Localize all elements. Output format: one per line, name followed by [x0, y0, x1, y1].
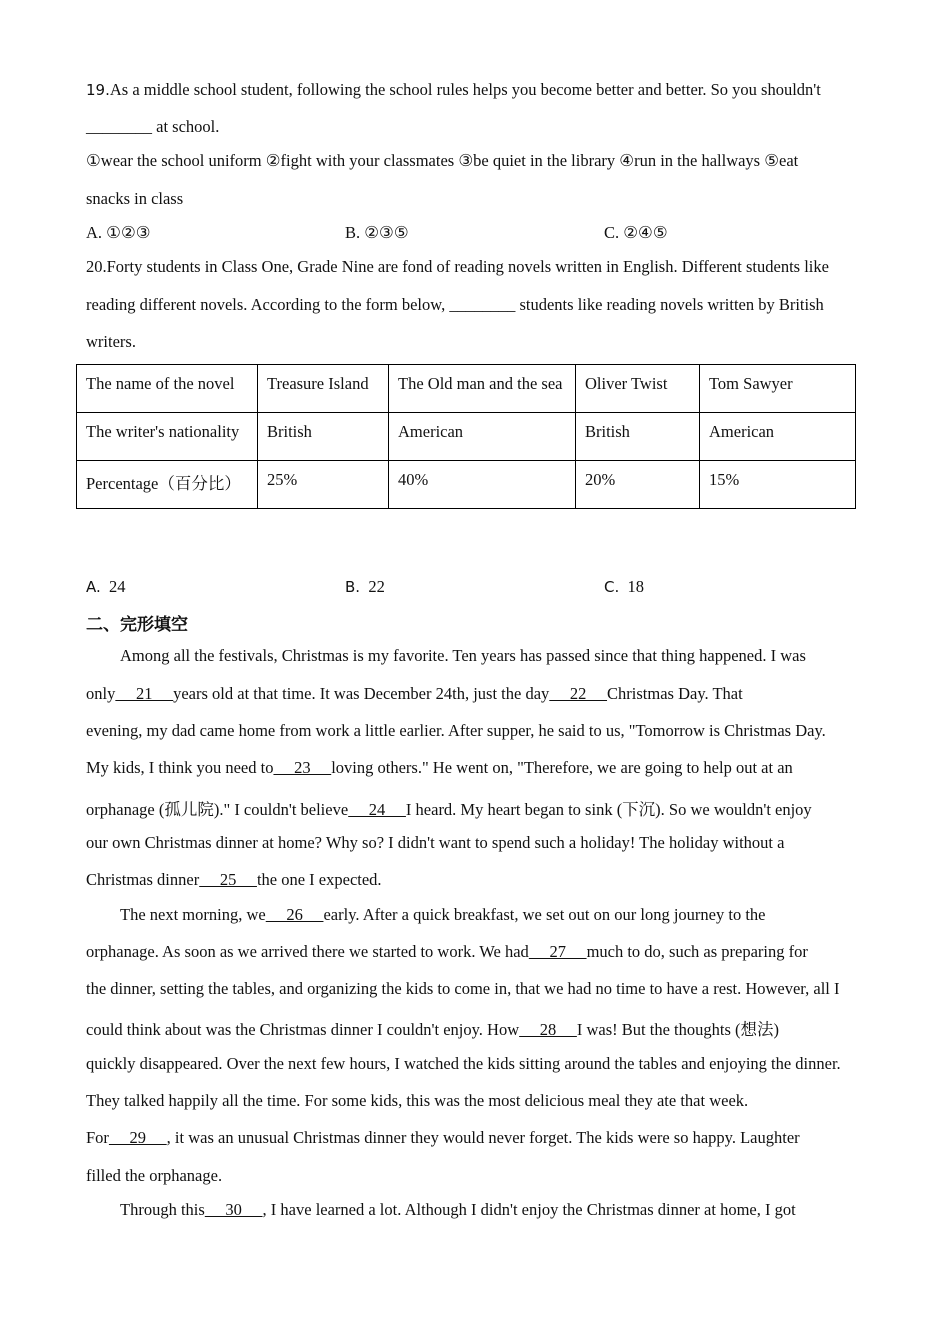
- novel-table: [76, 364, 856, 509]
- table-cell: Treasure Island: [258, 365, 389, 413]
- passage-text: , it was an unusual Christmas dinner they would never forget. The kids were so happy. Laughter: [166, 1128, 800, 1147]
- passage-line: evening, my dad came home from work a little earlier. After supper, he said to us, "Tomorrow is Christmas Day.: [86, 721, 826, 740]
- passage-line: They talked happily all the time. For some kids, this was the most delicious meal they ate that week.: [86, 1091, 749, 1110]
- passage-text: For: [86, 1128, 109, 1147]
- blank-30[interactable]: 30: [204, 1200, 263, 1219]
- passage-text: the one I expected.: [256, 870, 382, 889]
- passage-line: [120, 905, 765, 925]
- table-cell: 15%: [700, 461, 856, 509]
- q19-number: 19.: [86, 81, 110, 99]
- passage-text: loving others." He went on, "Therefore, we are going to help out at an: [331, 758, 793, 777]
- option-letter: A.: [86, 578, 101, 596]
- passage-text: I was! But the thoughts (想法): [576, 1020, 779, 1039]
- table-cell: Tom Sawyer: [700, 365, 856, 413]
- passage-line: [86, 1016, 779, 1040]
- passage-line: filled the orphanage.: [86, 1166, 223, 1185]
- passage-text: My kids, I think you need to: [86, 758, 274, 777]
- q20-option-b[interactable]: [345, 577, 385, 597]
- blank-27[interactable]: 27: [528, 942, 587, 961]
- table-cell: 20%: [576, 461, 700, 509]
- q20-stem-line-1: 20.Forty students in Class One, Grade Nine are fond of reading novels written in English. Different students like: [86, 257, 829, 276]
- passage-line: [86, 796, 812, 820]
- option-value: 18: [627, 577, 644, 596]
- section-heading: 二、完形填空: [86, 615, 188, 635]
- passage-text: orphanage. As soon as we arrived there we started to work. We had: [86, 942, 529, 961]
- passage-text: orphanage (孤儿院)." I couldn't believe: [86, 800, 349, 819]
- option-value: 22: [368, 577, 385, 596]
- q20-stem-line-3: writers.: [86, 332, 136, 351]
- passage-text: The next morning, we: [120, 905, 266, 924]
- table-cell: American: [700, 413, 856, 461]
- table-cell: The name of the novel: [77, 365, 258, 413]
- q19-choices-line-2: snacks in class: [86, 189, 184, 208]
- passage-text: Christmas dinner: [86, 870, 200, 889]
- table-row: [77, 413, 856, 461]
- blank-24[interactable]: 24: [348, 800, 406, 819]
- q20-option-c[interactable]: [604, 577, 644, 597]
- passage-text: Through this: [120, 1200, 205, 1219]
- option-letter: B.: [345, 578, 361, 596]
- passage-line: [86, 758, 793, 778]
- q19-stem-line-1: [86, 80, 821, 100]
- q19-choices-line-1: ①wear the school uniform ②fight with your classmates ③be quiet in the library ④run in the hallways ⑤eat: [86, 151, 799, 170]
- blank-25[interactable]: 25: [199, 870, 257, 889]
- option-value: 24: [109, 577, 126, 596]
- q19-option-b[interactable]: B. ②③⑤: [345, 223, 409, 242]
- table-cell: Percentage（百分比）: [77, 461, 258, 509]
- table-cell: 25%: [258, 461, 389, 509]
- table-row: [77, 461, 856, 509]
- passage-text: early. After a quick breakfast, we set out on our long journey to the: [323, 905, 766, 924]
- table-cell: 40%: [389, 461, 576, 509]
- passage-text: could think about was the Christmas dinner I couldn't enjoy. How: [86, 1020, 520, 1039]
- table-cell: Oliver Twist: [576, 365, 700, 413]
- q20-option-a[interactable]: [86, 577, 126, 597]
- passage-line: Among all the festivals, Christmas is my favorite. Ten years has passed since that thing happened. I was: [120, 646, 806, 665]
- passage-text: years old at that time. It was December 24th, just the day: [173, 684, 550, 703]
- option-letter: C.: [604, 578, 620, 596]
- passage-line: quickly disappeared. Over the next few hours, I watched the kids sitting around the tables and enjoying the dinner.: [86, 1054, 841, 1073]
- blank-23[interactable]: 23: [273, 758, 332, 777]
- passage-line: [86, 1128, 800, 1148]
- passage-text: only: [86, 684, 116, 703]
- passage-text: Christmas Day. That: [607, 684, 743, 703]
- blank-22[interactable]: 22: [549, 684, 608, 703]
- blank-29[interactable]: 29: [108, 1128, 167, 1147]
- table-cell: The writer's nationality: [77, 413, 258, 461]
- passage-text: , I have learned a lot. Although I didn't enjoy the Christmas dinner at home, I got: [262, 1200, 796, 1219]
- passage-line: the dinner, setting the tables, and organizing the kids to come in, that we had no time to have a rest. However, all I: [86, 979, 840, 998]
- table-cell: American: [389, 413, 576, 461]
- passage-text: I heard. My heart began to sink (下沉). So we wouldn't enjoy: [405, 800, 812, 819]
- blank-21[interactable]: 21: [115, 684, 174, 703]
- q19-stem-line-2: ________ at school.: [86, 117, 220, 136]
- passage-line: [86, 870, 382, 890]
- passage-line: [86, 942, 808, 962]
- passage-text: much to do, such as preparing for: [586, 942, 808, 961]
- q20-stem-line-2: reading different novels. According to the form below, ________ students like reading novels written by British: [86, 295, 824, 314]
- passage-line: [120, 1200, 796, 1220]
- passage-line: [86, 684, 743, 704]
- q19-stem-text: As a middle school student, following the school rules helps you become better and better. So you shouldn't: [109, 80, 821, 99]
- table-cell: The Old man and the sea: [389, 365, 576, 413]
- blank-26[interactable]: 26: [265, 905, 324, 924]
- q19-option-a[interactable]: A. ①②③: [86, 223, 151, 242]
- table-cell: British: [576, 413, 700, 461]
- blank-28[interactable]: 28: [519, 1020, 577, 1039]
- q19-option-c[interactable]: C. ②④⑤: [604, 223, 668, 242]
- passage-line: our own Christmas dinner at home? Why so? I didn't want to spend such a holiday! The holiday without a: [86, 833, 785, 852]
- table-row: [77, 365, 856, 413]
- table-cell: British: [258, 413, 389, 461]
